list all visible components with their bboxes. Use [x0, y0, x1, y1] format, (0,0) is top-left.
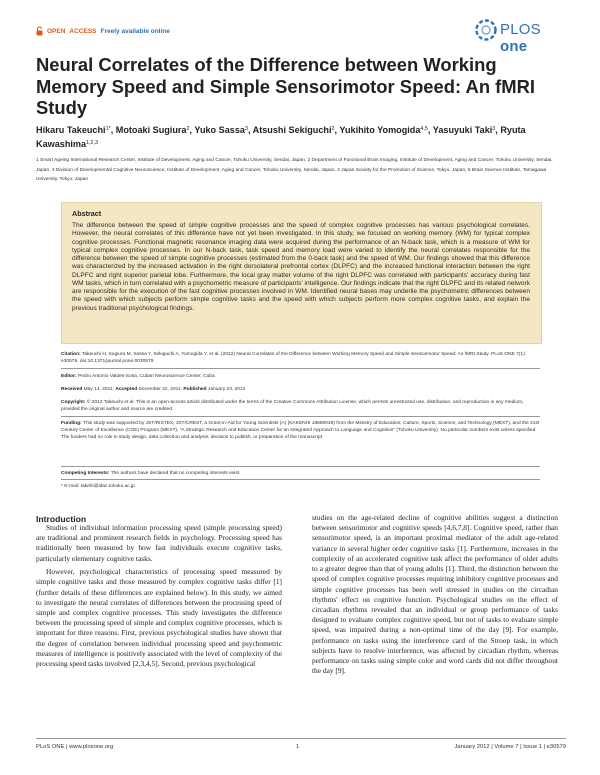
paragraph: studies on the age-related decline of cognitive abilities suggest a distinction between sensorimotor and cognitive speeds [4,6,7,8]. Cognitive speed, rather than sensorimotor speed, is an important proximal mediator of the adult age-related variance in several higher order cognitive tasks [1]. Furthermore, increases in the complexity of an accelerated cognitive task affect the performance of older adults to a greater degree than that of young adults [1]. Third, the distinction between the speed of complex cognitive processes requiring inhibitory cognitive processes and simple cognitive processes has been well stressed in studies on the circadian rhythms' effect on cognitive function. Psychological studies on the effect of circadian rhythms revealed that an individual or group performance of tasks designed to evaluate complex cognitive speed, but not of tasks to evaluate simple speed, was impaired during a non-optimal time of the day [9]. For example, performance on tasks using the interference card of the Stroop task, in which subjects have to resolve interference, was affected by circadian rhythm, whereas performance on tasks using simple color and word cards did not differ throughout the day [9].	[312, 513, 558, 676]
competing-interests: Competing Interests: The authors have declared that no competing interests exist.	[61, 471, 241, 476]
footer-divider	[36, 738, 566, 739]
footer-issue: January 2012 | Volume 7 | Issue 1 | e30579	[454, 744, 566, 750]
corresponding-email[interactable]: * E-mail: takehi@idac.tohoku.ac.jp	[61, 484, 135, 489]
affiliations: 1 Smart Ageing International Research Center, Institute of Development, Aging and Cancer, Tohoku University, Sendai, Japan, 2 Department of Functional Brain Imaging, Institute of Development, Aging and Cancer, Tohoku University, Sendai, Japan, 3 Division of Developmental Cognitive Neuroscience, Institute of Development, Aging and Cancer, Tohoku University, Sendai, Japan, 4 Japan Society for the Promotion of Science, Tokyo, Japan, 5 Brain Science Institute, Tamagawa University, Tokyo, Japan	[36, 158, 553, 183]
journal-logo	[474, 18, 570, 55]
citation: Citation: Takeuchi H, Sugiura M, Sassa Y, Sekiguchi A, Yomogida Y, et al. (2012) Neural Correlates of the Difference between Working Memory Speed and Simple Sensorimotor Speed: An fMRI Study. PLoS ONE 7(1): e30579. doi:10.1371/journal.pone.0030579	[61, 352, 527, 365]
paragraph: Studies of individual information processing speed (simple processing speed) are traditional and prominent research fields in psychology. Processing speed has traditionally been measured by how fast individuals execute cognitive tasks, particularly elementary cognitive tasks.	[36, 523, 282, 563]
body-column-right	[312, 513, 558, 680]
author: Hikaru Takeuchi$^{1*}$,	[36, 125, 116, 135]
author: Yasuyuki Taki$^3$,	[432, 125, 501, 135]
footer-journal[interactable]: PLoS ONE | www.plosone.org	[36, 744, 114, 750]
author: Yukihito Yomogida$^{4,5}$,	[339, 125, 433, 135]
article-title: Neural Correlates of the Difference between Working Memory Speed and Simple Sensorimotor Speed: An fMRI Study	[36, 54, 536, 118]
open-access-banner	[36, 24, 170, 38]
author: Yuko Sassa$^3$,	[194, 125, 253, 135]
editor: Editor: Pedro Antonio Valdes-Sosa, Cuban Neuroscience Center, Cuba	[61, 374, 215, 379]
access-label: ACCESS	[69, 27, 97, 35]
open-label: OPEN	[47, 27, 66, 35]
funding: Funding: This study was supported by JST/RISTEX, JST/CREST, a Grant-in-Aid for Young Scientists (A) (KAKENHI 18680026) from the Ministry of Education, Culture, Sports, Science, and Technology (MEXT), and the 21st Century Center of Excellence (COE) Program (MEXT), "A Strategic Research and Education Center for an Integrated Approach to Language and Cognition" (Tohoku University). No particular numbers exist unless specified. The funders had no role in study design, data collection and analysis, decision to publish, or preparation of the manuscript.	[61, 421, 540, 441]
divider	[61, 416, 540, 417]
plos-ring-icon	[474, 18, 498, 42]
paragraph: However, psychological characteristics of processing speed measured by simple cognitive tasks and those measured by complex cognitive tasks differ [1] (further details of these differences are explained below). In this study, we aimed to investigate the neural correlates of differences between the processing speed of simple and complex cognitive processes. This study investigates the difference between the processing speed of simple and complex cognitive processes, which is important for three reasons. First, previous psychological studies have shown that the degree of correlation between individual processing speed and psychometric measures of intelligence is positively associated with the level of complexity of the processing speed tasks involved [2,3,4,5]. Second, previous psychological	[36, 567, 282, 669]
divider	[61, 368, 540, 369]
freely-available-label: Freely available online	[100, 27, 170, 35]
open-access-lock-icon	[36, 26, 43, 36]
body-column-left	[36, 523, 282, 672]
author-list	[36, 124, 566, 151]
divider	[61, 466, 540, 467]
author: Motoaki Sugiura$^2$,	[115, 125, 195, 135]
copyright: Copyright: © 2012 Takeuchi et al. This is an open-access article distributed under the terms of the Creative Commons Attribution License, which permits unrestricted use, distribution, and reproduction in any medium, provided the original author and source are credited.	[61, 400, 524, 413]
divider	[61, 479, 540, 480]
journal-logo-text: PLOS one	[500, 21, 541, 55]
introduction-heading: Introduction	[36, 514, 87, 524]
page-number: 1	[296, 744, 300, 750]
author: Ryuta Kawashima$^{1,2,3}$	[36, 125, 526, 149]
abstract-heading: Abstract	[72, 209, 102, 218]
abstract-text: The difference between the speed of simple cognitive processes and the speed of complex cognitive processes has various psychological correlates. However, the neural correlates of this difference have not yet been investigated. In this study, we focused on working memory (WM) for typical complex cognitive processes. Functional magnetic resonance imaging data were acquired during the performance of an N-back task, which is a measure of WM for typical complex cognitive processes. In our N-back task, task speed and memory load were varied to identify the neural correlates responsible for the difference between the speed of simple cognitive processes (estimated from the 0-back task) and the speed of WM. Our findings showed that this difference was characterized by the increased activation in the right dorsolateral prefrontal cortex (DLPFC) and the increased functional interaction between the right DLPFC and right superior parietal lobe. Furthermore, the local gray matter volume of the right DLPFC was correlated with participants' accuracy during fast WM tasks, which in turn correlated with a psychometric measure of participants' intelligence. Our findings indicate that the right DLPFC and its related network are responsible for the execution of the fast cognitive processes involved in WM. Identified neural bases may underlie the psychometric differences between the speed with which subjects perform simple cognitive tasks and the speed with which subjects perform more complex cognitive tasks, and explain the previous traditional psychological findings.	[72, 222, 530, 312]
author: Atsushi Sekiguchi$^2$,	[252, 125, 340, 135]
publication-dates: Received May 14, 2011; Accepted December 22, 2011; Published January 23, 2012	[61, 387, 246, 392]
